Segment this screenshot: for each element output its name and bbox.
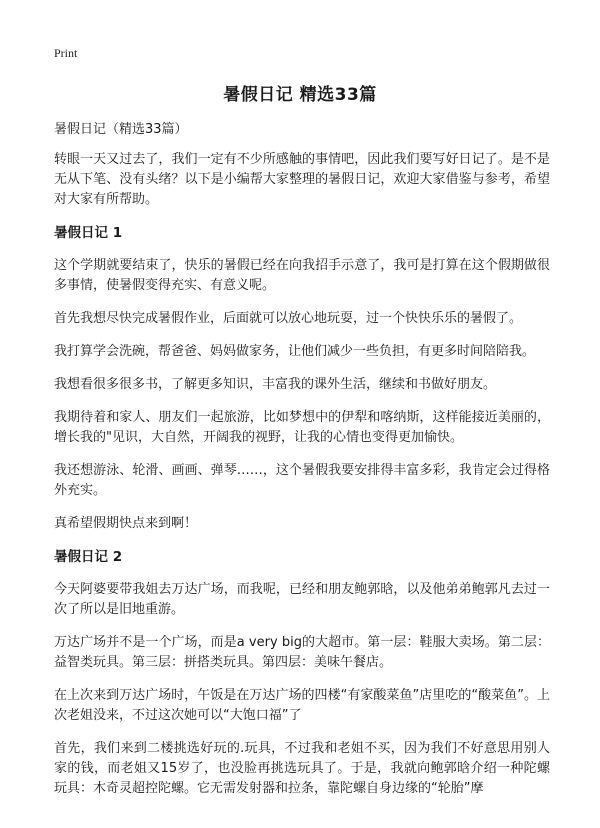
paragraph: 这个学期就要结束了，快乐的暑假已经在向我招手示意了，我可是打算在这个假期做很多事情，使暑假变得充实、有意义呢。 [54, 258, 550, 293]
section-heading: 暑假日记 2 [54, 549, 123, 565]
section-heading: 暑假日记 1 [54, 225, 123, 241]
paragraph: 我还想游泳、轮滑、画画、弹琴……，这个暑假我要安排得丰富多彩，我肯定会过得格外充实。 [54, 463, 550, 498]
document-body [54, 120, 550, 812]
paragraph: 首先我想尽快完成暑假作业，后面就可以放心地玩耍，过一个快快乐乐的暑假了。 [54, 311, 523, 326]
paragraph: 今天阿婆要带我姐去万达广场，而我呢，已经和朋友鲍郭晗，以及他弟弟鲍郭凡去过一次了所以是旧地重游。 [54, 582, 550, 617]
document-title: 暑假日记 精选33篇 [223, 85, 377, 105]
paragraph: 我打算学会洗碗，帮爸爸、妈妈做家务，让他们减少一些负担，有更多时间陪陪我。 [54, 344, 536, 359]
paragraph: 真希望假期快点来到啊！ [54, 516, 198, 531]
section-diary-2 [54, 547, 550, 799]
paragraph: 在上次来到万达广场时，午饭是在万达广场的四楼“有家酸菜鱼”店里吃的“酸菜鱼”。上次老姐没来，不过这次她可以“大饱口福”了 [54, 688, 550, 723]
paragraph: 万达广场并不是一个广场，而是a very big的大超市。第一层：鞋服大卖场。第二层：益智类玩具。第三层：拼搭类玩具。第四层：美味午餐店。 [54, 635, 550, 670]
print-link[interactable]: Print [54, 46, 78, 60]
intro-paragraph: 转眼一天又过去了，我们一定有不少所感触的事情吧，因此我们要写好日记了。是不是无从下笔、没有头绪？以下是小编帮大家整理的暑假日记，欢迎大家借鉴与参考，希望对大家有所帮助。 [54, 152, 550, 207]
document-subtitle: 暑假日记（精选33篇） [54, 122, 188, 137]
paragraph: 首先，我们来到二楼挑选好玩的.玩具，不过我和老姐不买，因为我们不好意思用别人家的钱，而老姐又15岁了，也没脸再挑选玩具了。于是，我就向鲍郭晗介绍一种陀螺玩具：木奇灵超控陀螺。它无需发射器和拉条，靠陀螺自身边缘的“轮胎”摩 [54, 741, 550, 796]
paragraph: 我期待着和家人、朋友们一起旅游，比如梦想中的伊犁和喀纳斯，这样能接近美丽的，增长我的"见识，大自然，开阔我的视野，让我的心情也变得更加愉快。 [54, 410, 550, 445]
paragraph: 我想看很多很多书，了解更多知识，丰富我的课外生活，继续和书做好朋友。 [54, 377, 497, 392]
section-diary-1 [54, 223, 550, 534]
